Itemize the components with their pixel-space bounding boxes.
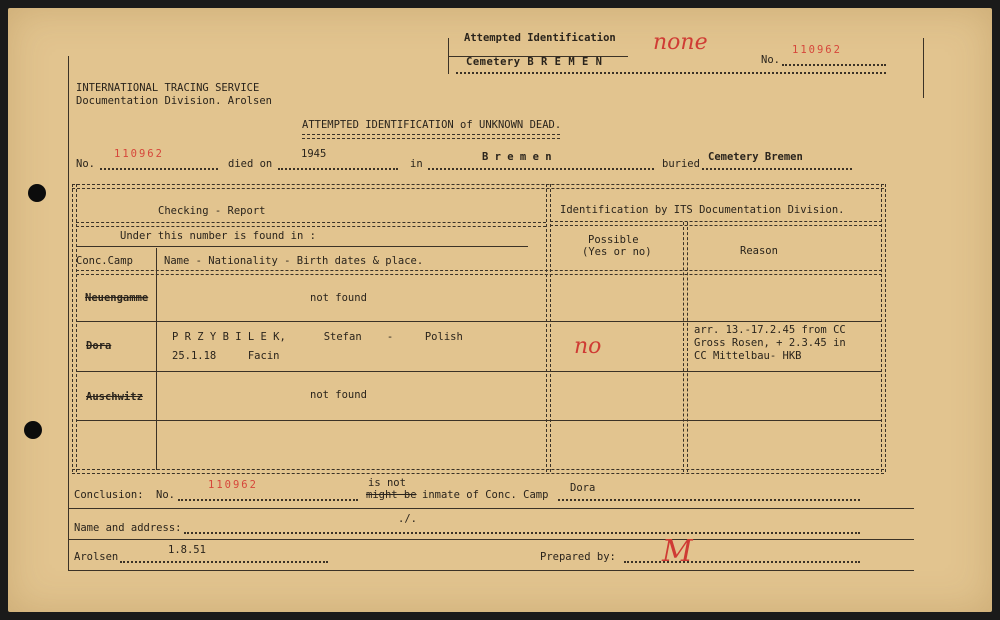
header-box-bottom-dots — [456, 72, 886, 74]
under-number-text: Under this number is found in : — [120, 230, 316, 242]
buried-value: Cemetery Bremen — [708, 151, 803, 163]
header-handwritten-note: none — [653, 30, 708, 55]
footer-date: 1.8.51 — [168, 544, 206, 556]
under-number-line — [76, 246, 528, 247]
table-row-name-line2: 25.1.18 Facin — [172, 350, 280, 362]
table-bottom-border — [72, 469, 884, 474]
header-no-label: No. — [761, 54, 780, 66]
table-row-possible: no — [574, 334, 602, 359]
conclusion-label: Conclusion: — [74, 489, 144, 501]
header-box-right-border — [923, 38, 924, 98]
header-no-dots — [782, 64, 886, 66]
table-reason-divider — [683, 222, 688, 472]
col-reason-header: Reason — [740, 245, 778, 257]
in-value: B r e m e n — [482, 151, 552, 163]
punch-hole-bottom — [24, 421, 42, 439]
org-line1: INTERNATIONAL TRACING SERVICE — [76, 82, 260, 94]
card-bottom-line — [68, 570, 914, 571]
conclusion-no-dots — [178, 499, 358, 501]
signature: M — [662, 534, 693, 569]
column-header-separator — [76, 270, 882, 275]
conclusion-is-not: is not — [368, 477, 406, 489]
record-no-label: No. — [76, 158, 95, 170]
prepared-by-dots — [624, 561, 860, 563]
col-possible-header: Possible — [588, 234, 639, 246]
footer-place: Arolsen — [74, 551, 119, 563]
header-box-line1: Attempted Identification — [464, 32, 616, 44]
table-row-reason-line2: Gross Rosen, + 2.3.45 in — [694, 337, 846, 349]
buried-label: buried — [662, 158, 700, 170]
table-row-camp: Dora — [86, 340, 112, 352]
table-row-name-line1: not found — [310, 389, 367, 401]
name-address-value: ./. — [398, 513, 417, 525]
record-no-dots — [100, 168, 218, 170]
table-row-name-line1: not found — [310, 292, 367, 304]
conclusion-inmate-text: inmate of Conc. Camp — [422, 489, 549, 501]
conclusion-camp: Dora — [570, 482, 596, 494]
name-address-dots — [184, 532, 860, 534]
identification-header: Identification by ITS Documentation Division. — [560, 204, 845, 216]
table-row-camp: Auschwitz — [86, 391, 143, 403]
footer-date-dots — [120, 561, 328, 563]
col-yesno-header: (Yes or no) — [582, 246, 652, 258]
name-address-label: Name and address: — [74, 522, 182, 534]
identification-card — [8, 8, 992, 612]
table-right-border — [881, 184, 886, 472]
header-box-line2: Cemetery B R E M E N — [466, 56, 603, 68]
table-row-reason-line1: arr. 13.-17.2.45 from CC — [694, 324, 846, 336]
header-separator-right — [550, 221, 882, 226]
form-title: ATTEMPTED IDENTIFICATION of UNKNOWN DEAD. — [302, 119, 562, 131]
row-separator-2 — [76, 371, 882, 372]
died-on-dots — [278, 168, 398, 170]
in-dots — [428, 168, 654, 170]
checking-report-header: Checking - Report — [158, 205, 266, 217]
punch-hole-top — [28, 184, 46, 202]
table-row-name-line1: P R Z Y B I L E K, Stefan - Polish — [172, 331, 463, 343]
header-separator-left — [76, 222, 546, 227]
table-camp-divider — [156, 248, 157, 470]
died-on-label: died on — [228, 158, 273, 170]
conclusion-struck-text: might be — [366, 489, 417, 501]
table-row-reason-line3: CC Mittelbau- HKB — [694, 350, 802, 362]
col-camp-header: Conc.Camp — [76, 255, 133, 267]
conclusion-no-value: 110962 — [208, 479, 258, 491]
table-left-border — [72, 184, 77, 472]
table-top-border — [72, 184, 884, 189]
conclusion-camp-dots — [558, 499, 860, 501]
org-line2: Documentation Division. Arolsen — [76, 95, 272, 107]
col-name-header: Name - Nationality - Birth dates & place. — [164, 255, 424, 267]
conclusion-separator — [68, 508, 914, 509]
row-separator-1 — [76, 321, 882, 322]
name-address-separator — [68, 539, 914, 540]
table-row-camp: Neuengamme — [85, 292, 149, 304]
buried-dots — [702, 168, 852, 170]
header-no-value: 110962 — [792, 44, 842, 56]
in-label: in — [410, 158, 423, 170]
card-left-border — [68, 56, 69, 570]
prepared-by-label: Prepared by: — [540, 551, 616, 563]
row-separator-3 — [76, 420, 882, 421]
died-on-value: 1945 — [301, 148, 327, 160]
conclusion-no-label: No. — [156, 489, 175, 501]
table-middle-divider — [546, 184, 551, 472]
record-no-value: 110962 — [114, 148, 164, 160]
title-underline — [302, 134, 560, 139]
